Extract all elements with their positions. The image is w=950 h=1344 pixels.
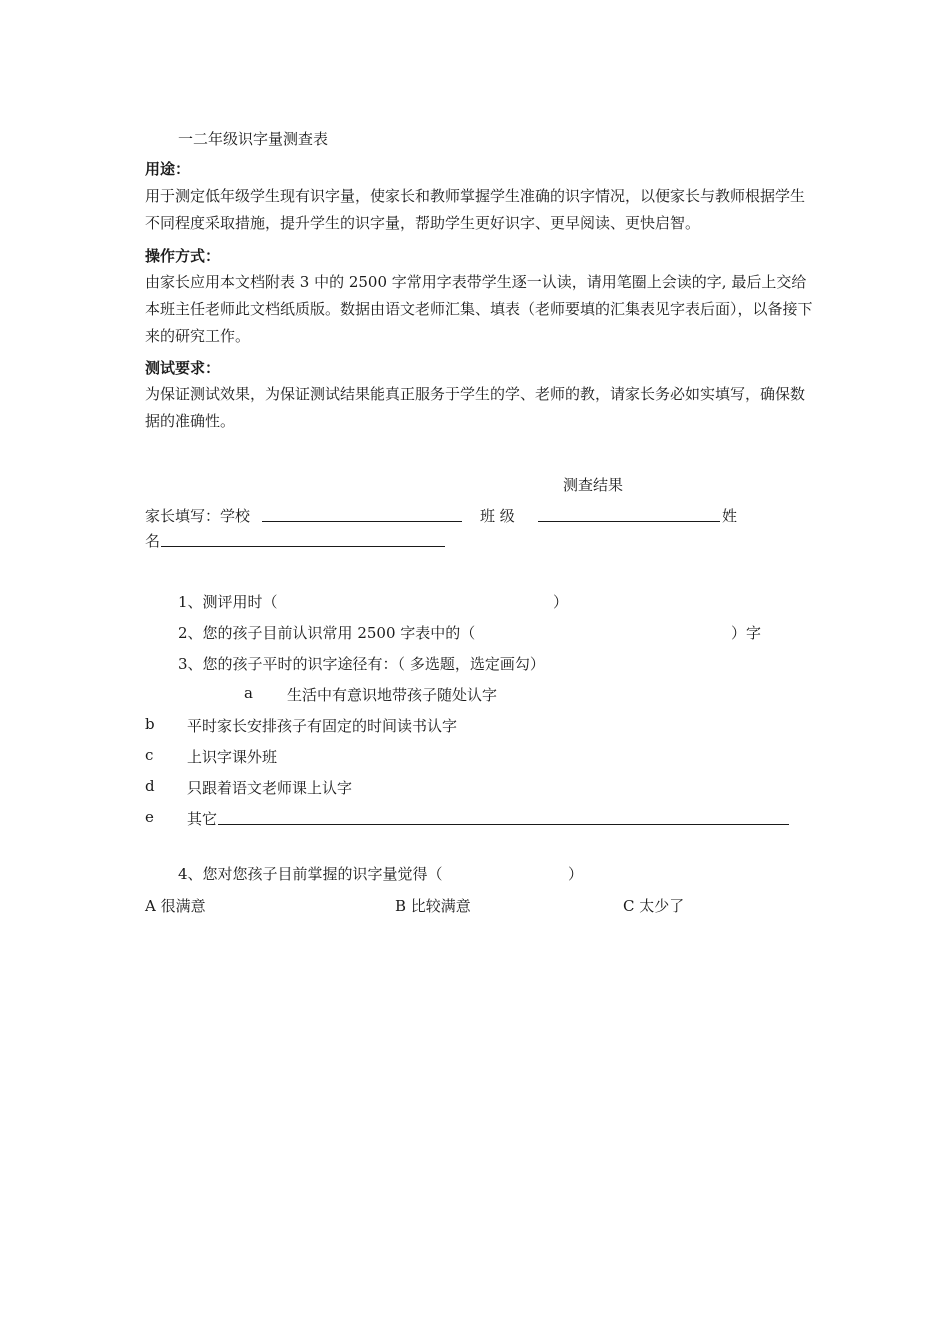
question-2-close: ）字 (731, 624, 762, 642)
question-1-close: ） (553, 593, 569, 611)
option-c-letter: c (145, 746, 154, 764)
question-2: 2、您的孩子目前认识常用 2500 字表中的（ (178, 624, 476, 642)
option-d-letter: d (145, 777, 155, 795)
other-field[interactable] (218, 809, 789, 825)
satisfaction-option-c[interactable]: C 太少了 (623, 897, 685, 915)
method-heading: 操作方式： (145, 247, 221, 265)
method-text: 由家长应用本文档附表 3 中的 2500 字常用字表带学生逐一认读，请用笔圈上会读的字, 最后上交给本班主任老师此文档纸质版。数据由语文老师汇集、填表（老师要填的汇集表见字表后面），以备接下来的研究工作。 (145, 273, 813, 345)
name-label-second: 名 (145, 532, 161, 550)
question-4: 4、您对您孩子目前掌握的识字量觉得（ (178, 865, 443, 883)
question-4-close: ） (568, 865, 584, 883)
option-a-letter: a (244, 684, 253, 702)
parent-fill-label: 家长填写：学校 (145, 507, 251, 525)
class-field[interactable] (538, 506, 720, 522)
question-3: 3、您的孩子平时的识字途径有：（ 多选题，选定画勾） (178, 655, 545, 673)
purpose-text: 用于测定低年级学生现有识字量，使家长和教师掌握学生准确的识字情况，以便家长与教师根据学生不同程度采取措施，提升学生的识字量，帮助学生更好识字、更早阅读、更快启智。 (145, 187, 806, 232)
option-e-letter: e (145, 808, 154, 826)
document-title: 一二年级识字量测查表 (178, 130, 329, 148)
requirement-text: 为保证测试效果，为保证测试结果能真正服务于学生的学、老师的教，请家长务必如实填写，确保数据的准确性。 (145, 385, 806, 430)
school-field[interactable] (262, 506, 462, 522)
purpose-heading: 用途： (145, 160, 191, 178)
option-b-letter: b (145, 715, 155, 733)
results-heading: 测查结果 (563, 476, 624, 494)
requirement-heading: 测试要求： (145, 359, 221, 377)
class-label: 班 级 (480, 507, 515, 525)
name-field[interactable] (161, 531, 445, 547)
option-d-text[interactable]: 只跟着语文老师课上认字 (187, 779, 353, 797)
question-1: 1、测评用时（ (178, 593, 278, 611)
option-e-text[interactable]: 其它 (187, 810, 218, 828)
satisfaction-option-b[interactable]: B 比较满意 (395, 897, 471, 915)
option-b-text[interactable]: 平时家长安排孩子有固定的时间读书认字 (187, 717, 458, 735)
option-a-text[interactable]: 生活中有意识地带孩子随处认字 (287, 686, 498, 704)
name-label-first: 姓 (722, 507, 738, 525)
satisfaction-option-a[interactable]: A 很满意 (145, 897, 206, 915)
option-c-text[interactable]: 上识字课外班 (187, 748, 278, 766)
